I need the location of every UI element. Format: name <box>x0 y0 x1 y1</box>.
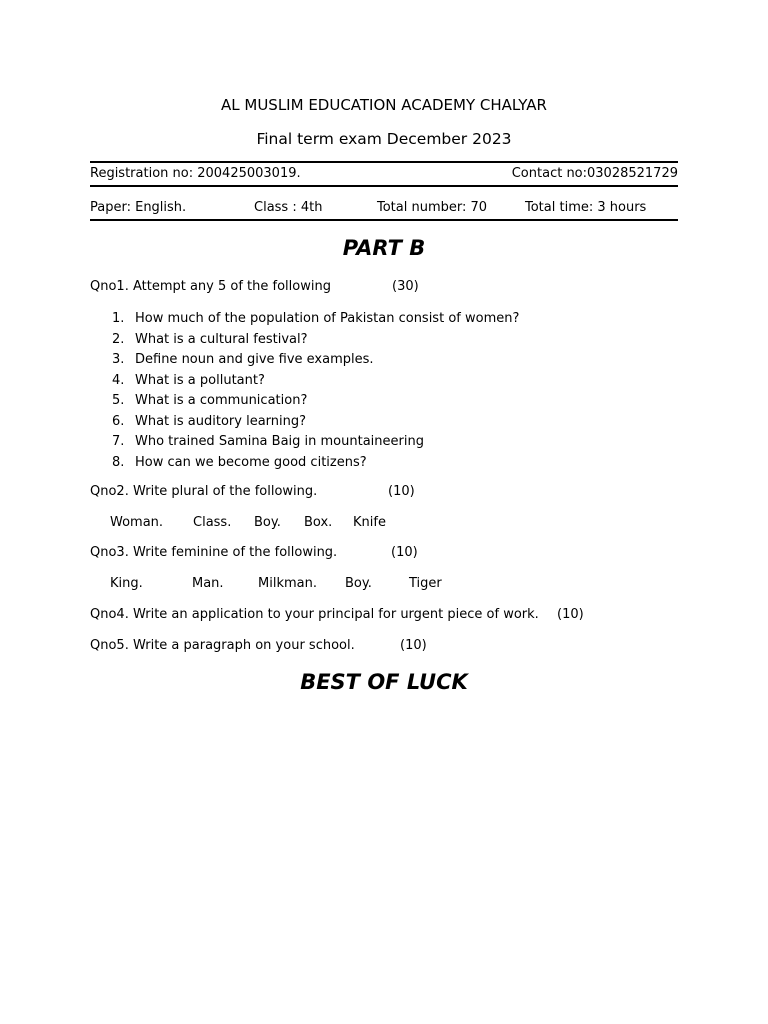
question-5-marks: (10) <box>400 638 427 653</box>
plural-word: Box. <box>304 515 333 530</box>
paper-total-number: Total number: 70 <box>377 200 488 215</box>
question-2 <box>90 484 415 499</box>
question-5 <box>90 638 427 653</box>
divider-middle <box>90 185 678 187</box>
paper-total-time: Total time: 3 hours <box>525 200 647 215</box>
feminine-word: Man. <box>192 576 224 591</box>
list-item-number: 8. <box>112 454 125 470</box>
plural-word: Class. <box>193 515 232 530</box>
list-item-number: 3. <box>112 352 125 367</box>
question-5-text: Qno5. Write a paragraph on your school. <box>90 638 355 653</box>
contact-number: Contact no:03028521729 <box>511 166 678 181</box>
list-item-number: 5. <box>112 393 125 408</box>
list-item-text: What is a communication? <box>135 393 308 408</box>
divider-top <box>90 161 678 163</box>
list-item-text: What is a cultural festival? <box>135 331 308 347</box>
list-item-number: 6. <box>112 413 125 429</box>
closing-message: BEST OF LUCK <box>300 670 468 694</box>
plural-word: Boy. <box>254 515 281 530</box>
exam-title: Final term exam December 2023 <box>256 130 512 148</box>
list-item-number: 2. <box>112 331 125 347</box>
question-3-marks: (10) <box>391 545 418 560</box>
list-item-text: Define noun and give five examples. <box>135 352 374 367</box>
list-item-text: How can we become good citizens? <box>135 454 367 470</box>
school-name: AL MUSLIM EDUCATION ACADEMY CHALYAR <box>221 96 547 114</box>
registration-number: Registration no: 200425003019. <box>90 166 301 181</box>
question-4 <box>90 607 584 622</box>
paper-class: Class : 4th <box>254 200 323 215</box>
question-3-text: Qno3. Write feminine of the following. <box>90 545 338 560</box>
question-2-marks: (10) <box>388 484 415 499</box>
question-1 <box>90 279 419 294</box>
list-item-number: 4. <box>112 372 125 388</box>
registration-row <box>90 166 678 181</box>
list-item-text: How much of the population of Pakistan consist of women? <box>135 311 520 326</box>
list-item-number: 1. <box>112 311 125 326</box>
feminine-word: King. <box>110 576 143 591</box>
feminine-word: Boy. <box>345 576 372 591</box>
plural-word: Woman. <box>110 515 164 530</box>
list-item-text: What is a pollutant? <box>135 372 265 388</box>
question-1-text: Qno1. Attempt any 5 of the following <box>90 279 331 294</box>
question-2-text: Qno2. Write plural of the following. <box>90 484 318 499</box>
feminine-word: Tiger <box>409 576 442 591</box>
question-4-text: Qno4. Write an application to your principal for urgent piece of work. <box>90 607 539 622</box>
list-item-text: What is auditory learning? <box>135 413 307 429</box>
divider-bottom <box>90 219 678 221</box>
paper-subject: Paper: English. <box>90 200 187 215</box>
part-title: PART B <box>342 236 426 260</box>
question-3 <box>90 545 418 560</box>
question-1-marks: (30) <box>392 279 419 294</box>
list-item-number: 7. <box>112 434 125 449</box>
plural-word: Knife <box>353 515 386 530</box>
question-4-marks: (10) <box>557 607 584 622</box>
feminine-word: Milkman. <box>258 576 317 591</box>
list-item-text: Who trained Samina Baig in mountaineering <box>135 434 424 449</box>
